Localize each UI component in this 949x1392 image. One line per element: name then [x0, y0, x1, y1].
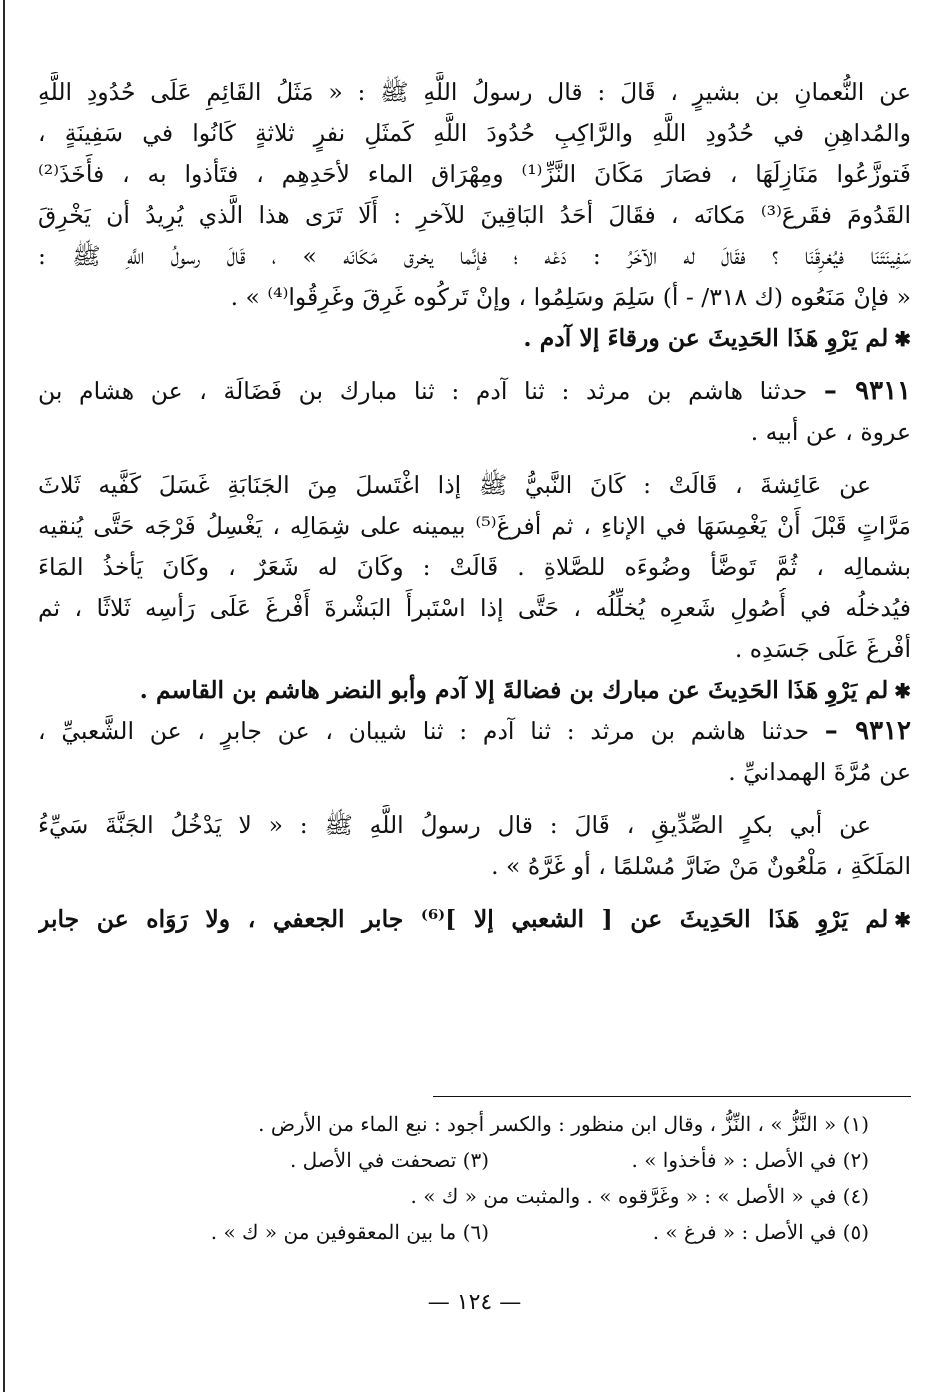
text-line: مَرَّاتٍ قَبْلَ أَنْ يَغْمِسَهَا في الإناءِ ، ثم أفرغَ⁽⁵⁾ بيمينه على شِمَالِه ، يَغْسِلُ فَرْجَه حَتَّى يُنقيه — [38, 512, 911, 540]
commentary-line — [38, 670, 911, 711]
page-edge-line — [3, 0, 5, 1392]
text-line: سَفِينَتَنَا فيُغرِقَنَا ؟ فقَالَ له الآخَرُ : دَعْه ؛ فإنَّما يخرق مَكَانَه » ، قَالَ رسولُ اللَّهِ ﷺ : — [38, 242, 911, 270]
commentary-text: لم يَرْوِ هَذَا الحَدِيثَ عن [ الشعبي إلا ]⁽⁶⁾ جابر الجعفي ، ولا رَوَاه عن جابر — [38, 905, 889, 933]
footnote-row — [89, 1214, 869, 1250]
star-icon: ✱ — [894, 908, 911, 932]
footnote-2: (٢) في الأصل : « فأخذوا » . — [631, 1148, 869, 1172]
text-line: عن النُّعمانِ بن بشيرٍ ، قَالَ : قال رسولُ اللَّهِ ﷺ : « مَثَلُ القَائِمِ عَلَى حُدُودِ اللَّهِ — [38, 78, 911, 106]
text-line: عروة ، عن أبيه . — [750, 418, 911, 446]
text-line: « فإنْ مَنَعُوه (ك ٣١٨/ - أ) سَلِمَ وسَلِمُوا ، وإنْ تَركُوه غَرِقَ وغَرِقُوا⁽⁴⁾ » . — [230, 283, 911, 311]
text-line: أفْرغَ عَلَى جَسَدِه . — [734, 635, 911, 663]
footnote-6: (٦) ما بين المعقوفين من « ك » . — [210, 1220, 489, 1244]
footnote-row — [89, 1178, 869, 1214]
footnote-separator — [433, 1096, 911, 1097]
hadith-number: ٩٣١١ – — [823, 376, 911, 406]
text-line: بشمالِه ، ثُمَّ تَوضَّأ وضُوءَه للصَّلاةِ . قَالَتْ : وكَانَ له شَعَرٌ ، وكَانَ يَأخذُ المَاءَ — [38, 553, 911, 581]
footnote-row — [89, 1142, 869, 1178]
text-line: عن مُرَّةَ الهمدانيِّ . — [728, 758, 911, 786]
footnote-row — [89, 1106, 869, 1142]
text-line: فيُدخلُه في أُصُولِ شَعرِه يُخلِّلُه ، حَتَّى إذا اسْتَبرأَ البَشْرةَ أَفْرغَ عَلَى رَأسِه ثَلاثًا ، ثم — [38, 594, 911, 622]
commentary-line — [38, 899, 911, 940]
page-number: — ١٢٤ — — [427, 1290, 522, 1315]
isnad-text: حدثنا هاشم بن مرثد : ثنا آدم : ثنا شيبان ، عن جابرٍ ، عن الشَّعبيِّ ، — [38, 717, 810, 745]
footnotes — [89, 1106, 869, 1250]
footnote-4: (٤) في « الأصل » : « وغَرَّقوه » . والمثبت من « ك » . — [410, 1184, 869, 1208]
main-text — [38, 72, 911, 940]
star-icon: ✱ — [894, 679, 911, 703]
hadith-number: ٩٣١٢ – — [824, 716, 911, 746]
footnote-5: (٥) في الأصل : « فرغ » . — [652, 1220, 869, 1244]
isnad-text: حدثنا هاشم بن مرثد : ثنا آدم : ثنا مبارك بن فَضَالَة ، عن هشام بن — [38, 377, 808, 405]
text-line: فَتوزَّعُوا مَنَازِلَهَا ، فصَارَ مَكَانَ النَّزِّ⁽¹⁾ ومِهْرَاق الماء لأحَدِهِم ، فتَأذوا به ، فأَخَذَ⁽²⁾ — [38, 160, 911, 188]
footnote-1: (١) « النَّزُّ » ، النِّزُّ ، وقال ابن منظور : والكسر أجود : نبع الماء من الأرض . — [258, 1112, 869, 1136]
text-line: عن عَائِشةَ ، قَالَتْ : كَانَ النَّبيُّ ﷺ إذا اغْتَسلَ مِنَ الجَنَابَةِ غَسَلَ كَفَّيه ثَلاثَ — [38, 471, 871, 499]
text-line: المَلَكَةِ ، مَلْعُونٌ مَنْ ضَارَّ مُسْلمًا ، أو غَرَّهُ » . — [491, 852, 911, 880]
commentary-text: لم يَرْوِ هَذَا الحَدِيثَ عن مبارك بن فضالةَ إلا آدم وأبو النضر هاشم بن القاسم . — [139, 676, 889, 704]
text-line: القَدُومَ فقَرعَ⁽³⁾ مَكانَه ، فقَالَ أحَدُ البَاقِينَ للآخرِ : أَلَا تَرَى هذا الَّذي يُرِيدُ أن يَخْرِقَ — [38, 201, 911, 229]
star-icon: ✱ — [894, 327, 911, 351]
footnote-3: (٣) تصحفت في الأصل . — [289, 1148, 489, 1172]
text-line: عن أبي بكرٍ الصِّدِّيقِ ، قَالَ : قال رسولُ اللَّهِ ﷺ : « لا يَدْخُلُ الجَنَّةَ سَيِّءُ — [38, 811, 871, 839]
commentary-line — [38, 318, 911, 359]
isnad-line — [38, 371, 911, 412]
text-line: والمُداهِنِ في حُدُودِ اللَّهِ والرَّاكِبِ حُدُودَ اللَّهِ كَمثَلِ نفرٍ ثلاثةٍ كَانُوا في سَفِينَةٍ ، — [38, 119, 911, 147]
isnad-line — [38, 711, 911, 752]
commentary-text: لم يَرْوِ هَذَا الحَدِيثَ عن ورقاءَ إلا آدم . — [523, 324, 889, 352]
